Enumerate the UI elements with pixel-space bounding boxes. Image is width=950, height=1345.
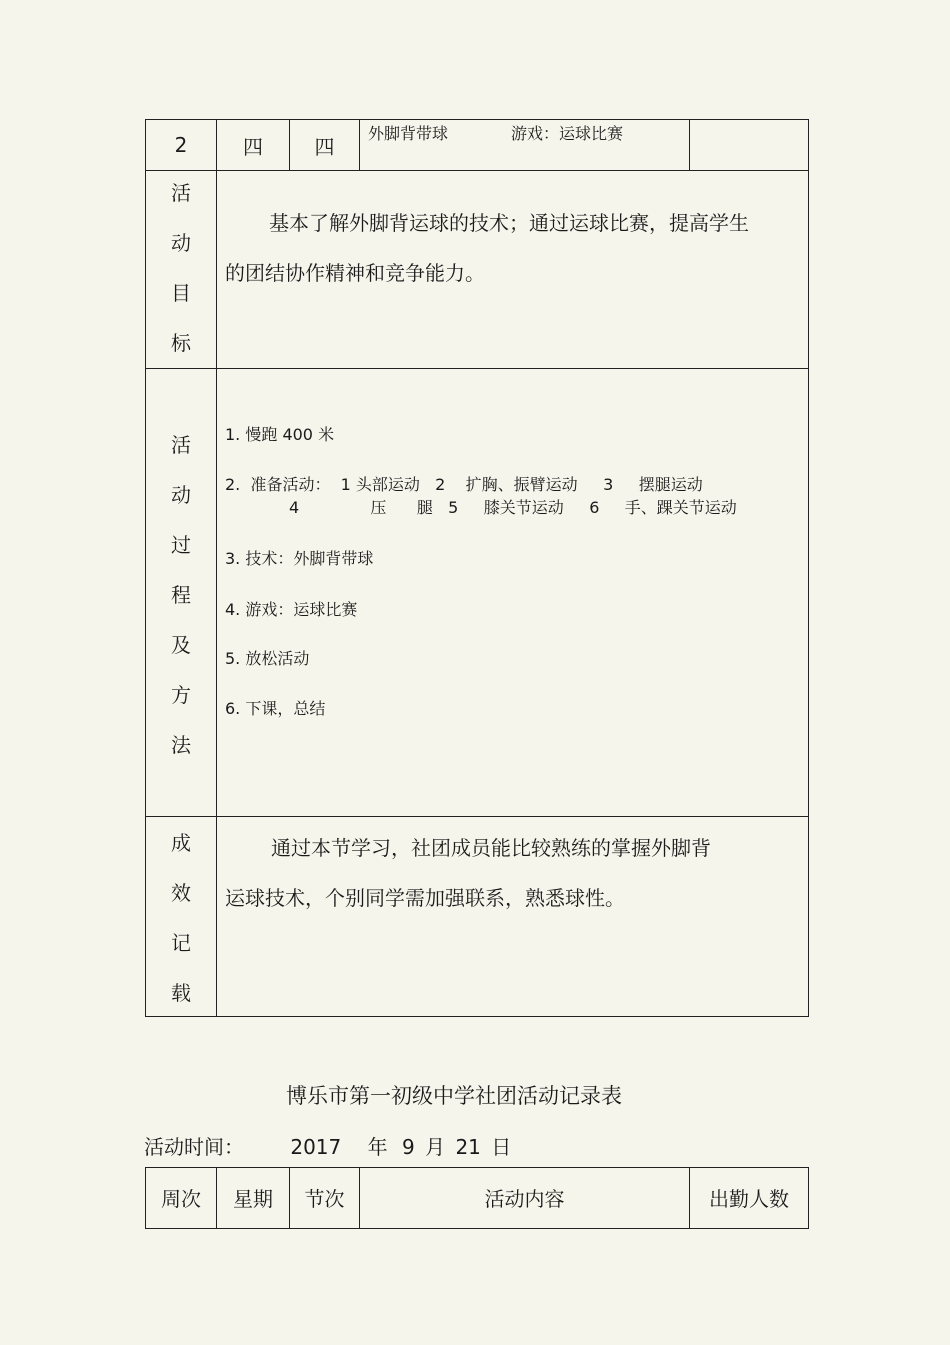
content-cell	[360, 120, 690, 171]
period-cell	[290, 120, 360, 171]
record-form-header-table	[145, 1167, 809, 1229]
goal-label	[146, 183, 216, 353]
goal-text-line2: 的团结协作精神和竞争能力。	[225, 261, 485, 285]
process-item: 3. 技术：外脚背带球	[225, 549, 374, 568]
header-content-label: 活动内容	[484, 1187, 565, 1211]
activity-time-day: 21	[455, 1135, 481, 1159]
process-label-char: 动	[171, 483, 191, 507]
content-technique: 外脚背带球	[368, 124, 449, 143]
result-label-char: 效	[171, 881, 191, 905]
activity-time-year: 2017	[290, 1135, 342, 1159]
goal-label-char: 标	[171, 331, 191, 355]
process-item: 4. 游戏：运球比赛	[225, 600, 358, 619]
header-weekday	[217, 1168, 290, 1229]
process-item: 5. 放松活动	[225, 649, 310, 668]
process-content-cell	[217, 369, 809, 817]
result-label-cell	[146, 817, 217, 1017]
activity-time	[144, 1131, 511, 1160]
process-label-char: 过	[171, 533, 191, 557]
result-content-cell	[217, 817, 809, 1017]
goal-label-char: 活	[171, 181, 191, 205]
weekday-value: 四	[243, 134, 263, 159]
weekday-cell	[217, 120, 290, 171]
activity-record-table	[145, 119, 809, 1017]
activity-time-year-unit: 年	[367, 1135, 388, 1159]
week-value: 2	[174, 133, 188, 157]
header-attendance-label: 出勤人数	[709, 1187, 789, 1211]
process-label-char: 法	[171, 733, 191, 757]
activity-time-day-unit: 日	[491, 1135, 512, 1159]
process-label	[146, 435, 216, 755]
goal-content-cell	[217, 171, 809, 369]
process-item: 4 压 腿 5 膝关节运动 6 手、踝关节运动	[289, 498, 737, 517]
process-label-char: 及	[171, 633, 191, 657]
result-text-line1: 通过本节学习，社团成员能比较熟练的掌握外脚背	[271, 836, 711, 860]
result-label-char: 记	[171, 931, 191, 955]
activity-time-label: 活动时间：	[144, 1135, 244, 1159]
goal-label-char: 动	[171, 231, 191, 255]
process-label-char: 程	[171, 583, 191, 607]
header-period-label: 节次	[304, 1187, 345, 1211]
header-week-label: 周次	[161, 1187, 201, 1211]
process-item: 1. 慢跑 400 米	[225, 425, 335, 444]
process-label-char: 方	[171, 683, 191, 707]
form-title: 博乐市第一初级中学社团活动记录表	[286, 1084, 622, 1108]
goal-label-cell	[146, 171, 217, 369]
goal-text-line1: 基本了解外脚背运球的技术；通过运球比赛，提高学生	[269, 211, 749, 235]
week-cell	[146, 120, 217, 171]
process-item: 6. 下课，总结	[225, 699, 326, 718]
period-value: 四	[314, 134, 335, 159]
activity-time-month: 9	[401, 1135, 415, 1159]
attendance-cell	[690, 120, 809, 171]
activity-time-month-unit: 月	[425, 1135, 446, 1159]
header-attendance	[690, 1168, 809, 1229]
result-label	[146, 833, 216, 1003]
header-period	[290, 1168, 360, 1229]
result-label-char: 载	[171, 981, 191, 1005]
header-week	[146, 1168, 217, 1229]
header-content	[360, 1168, 690, 1229]
process-label-cell	[146, 369, 217, 817]
goal-label-char: 目	[171, 281, 191, 305]
process-item: 2. 准备活动： 1 头部运动 2 扩胸、振臂运动 3 摆腿运动	[225, 475, 703, 494]
process-label-char: 活	[171, 433, 191, 457]
result-label-char: 成	[171, 831, 191, 855]
result-text-line2: 运球技术，个别同学需加强联系，熟悉球性。	[225, 886, 625, 910]
content-game: 游戏：运球比赛	[511, 124, 624, 143]
header-weekday-label: 星期	[233, 1187, 273, 1211]
